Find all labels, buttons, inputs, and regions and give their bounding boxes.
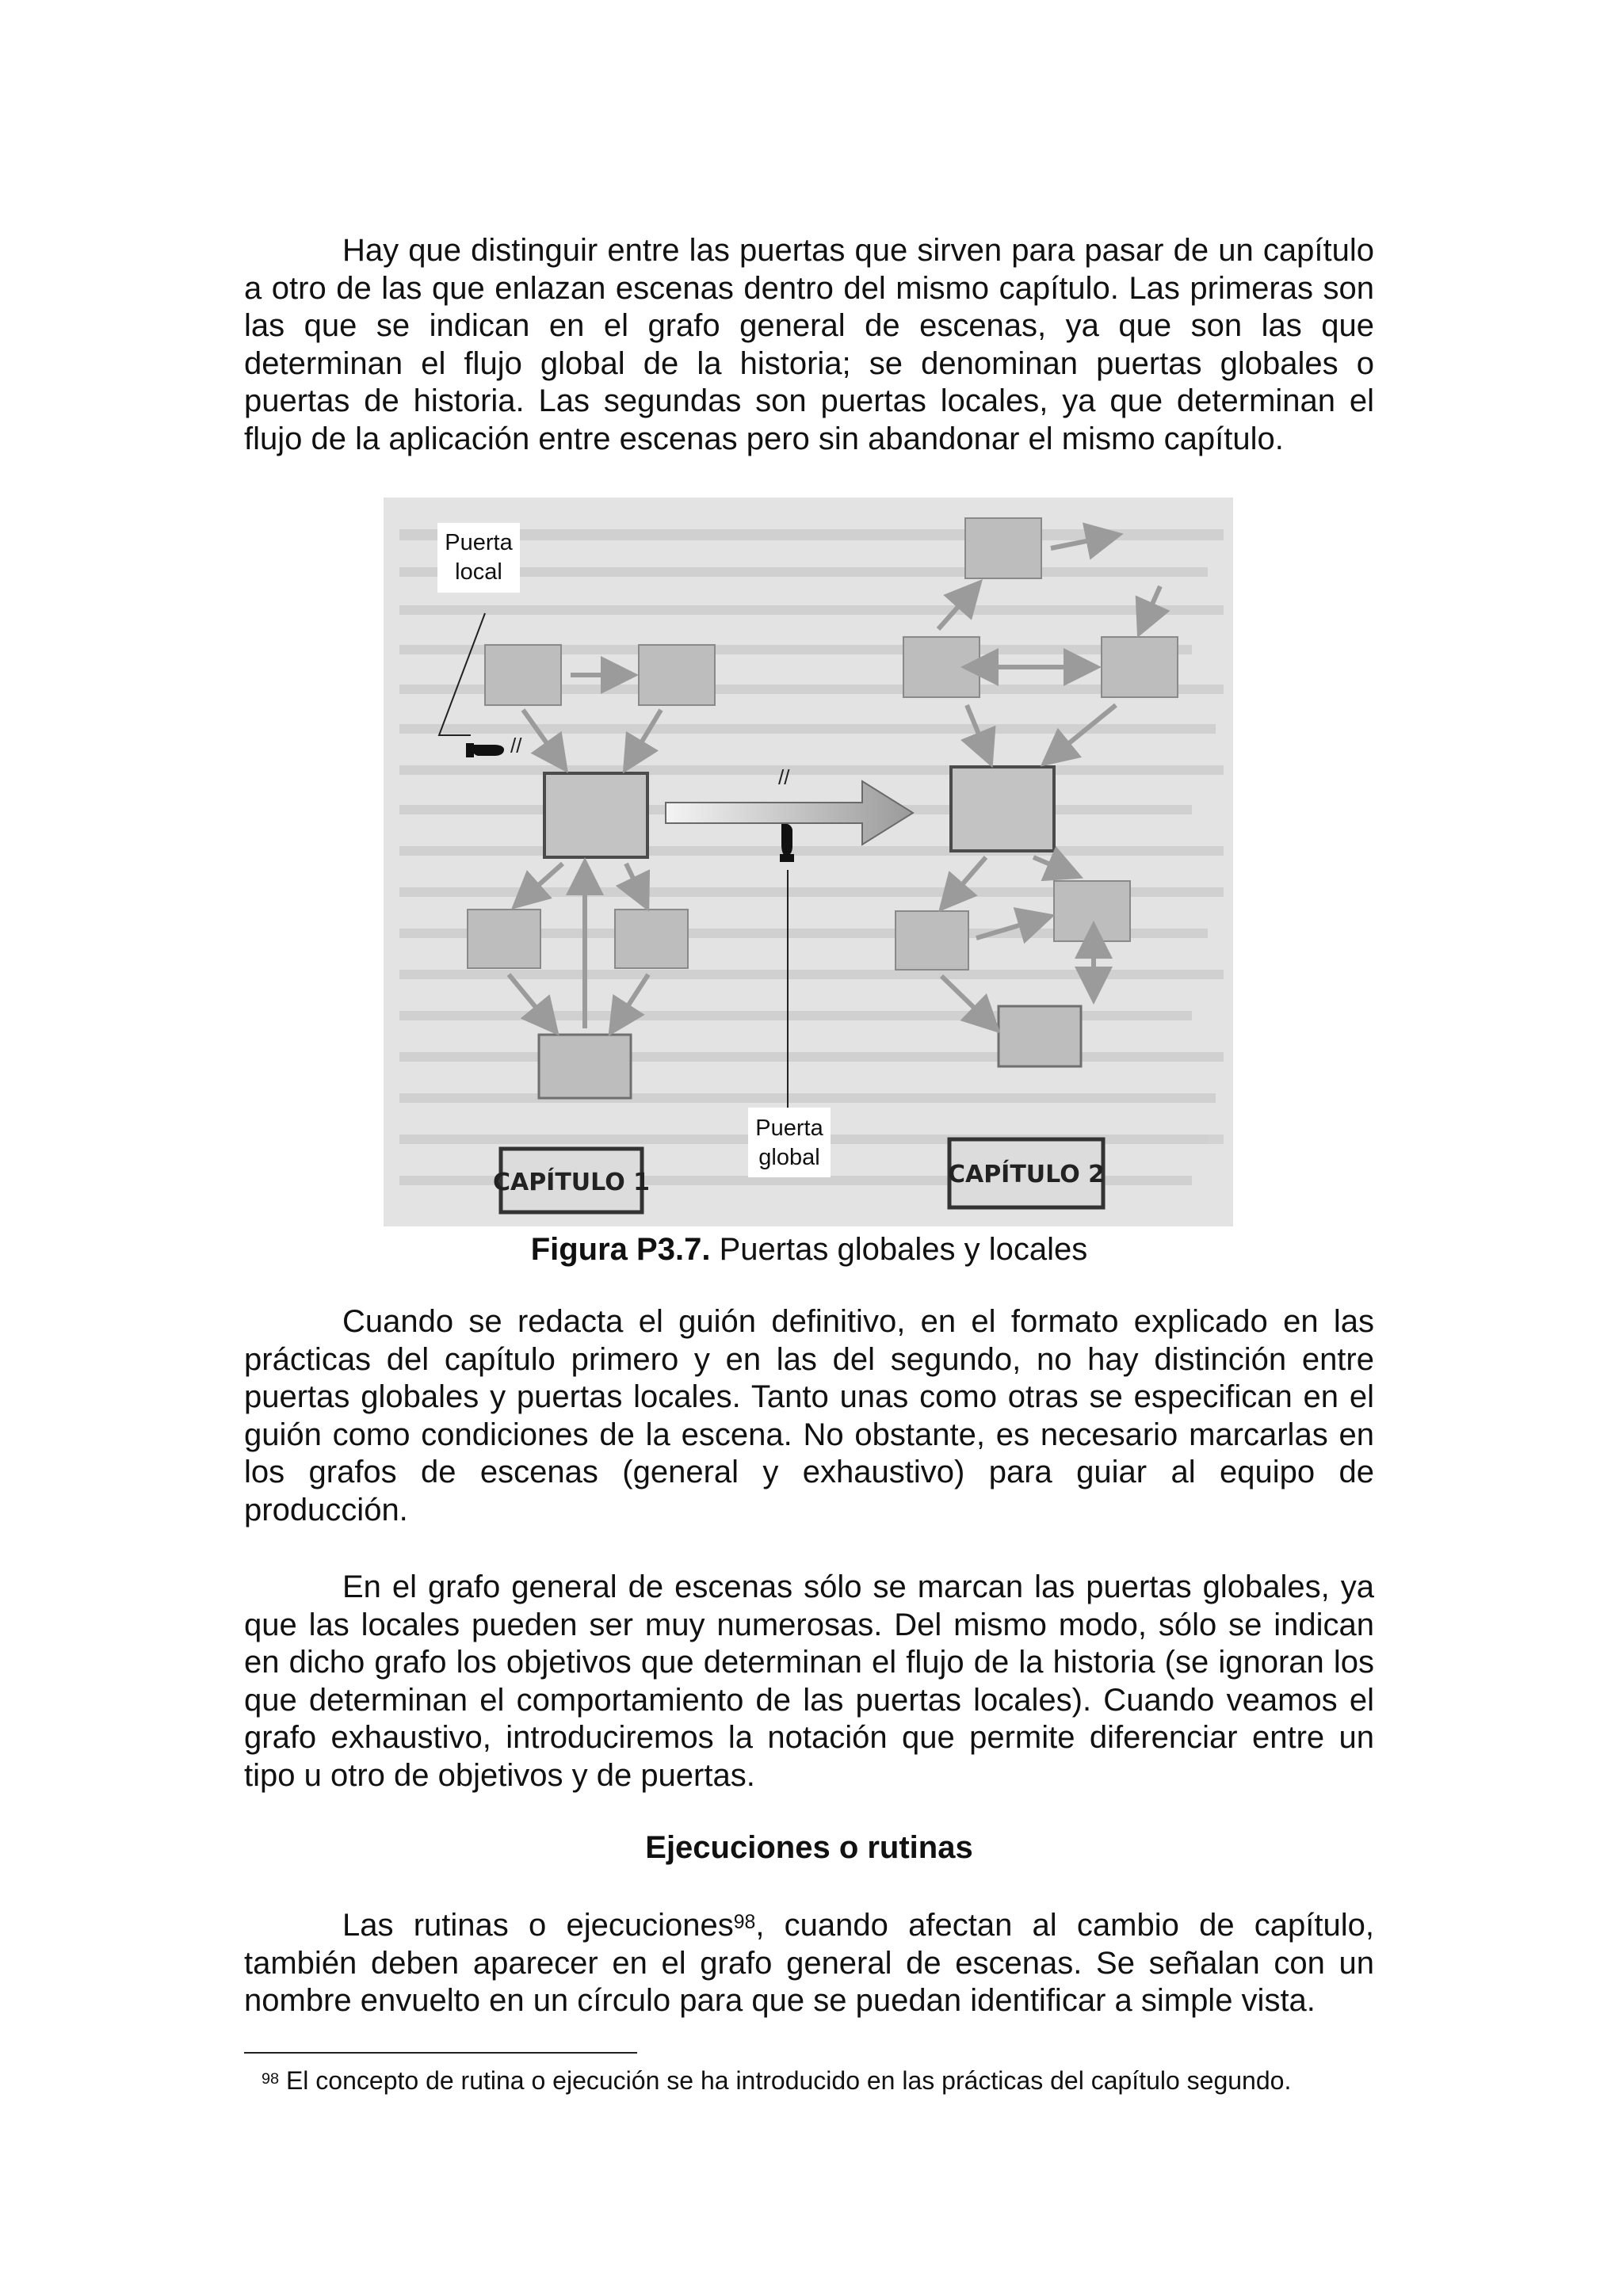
scene-box-central <box>544 773 647 857</box>
paragraph-1-text: Hay que distinguir entre las puertas que sirven para pasar de un capítulo a otro de las que enlazan escenas dentro del mismo capítulo. Las primeras son las que se indican en el grafo general de escenas, ya que son las que determinan el flujo global de la historia; se denominan puertas globales o puertas de historia. Las segundas son puertas locales, ya que determinan el flujo de la aplicación entre escenas pero sin abandonar el mismo capítulo. <box>244 233 1374 456</box>
figure-caption <box>244 1232 1374 1268</box>
paragraph-4-end: , cuando afectan al cambio de capítulo, también deben aparecer en el grafo general de escenas. Se señalan con un nombre envuelto en un círculo para que se puedan identificar a simple vista. <box>244 1908 1375 2018</box>
footnote <box>262 2066 1291 2096</box>
scene-box <box>615 910 688 968</box>
label-puerta-global-2: global <box>758 1145 820 1170</box>
pointing-hand-down-icon <box>780 824 794 862</box>
scene-box <box>1054 881 1130 941</box>
footnote-number: 98 <box>262 2070 280 2088</box>
scene-box <box>903 637 980 697</box>
figure-caption-number: Figura P3.7. <box>530 1232 711 1267</box>
scene-box <box>999 1006 1081 1066</box>
footnote-reference[interactable]: 98 <box>733 1912 756 1934</box>
chapter-1-label: CAPÍTULO 1 <box>492 1169 651 1196</box>
paragraph-3-text: En el grafo general de escenas sólo se marcan las puertas globales, ya que las locales pueden ser muy numerosas. Del mismo modo, sólo se indican en dicho grafo los objetivos que determinan el flujo de la historia (se ignoran los que determinan el comportamiento de las puertas locales). Cuando veamos el grafo exhaustivo, introduciremos la notación que permite diferenciar entre un tipo u otro de objetivos y de puertas. <box>244 1569 1374 1793</box>
pointing-hand-icon <box>466 743 504 757</box>
footnote-text: El concepto de rutina o ejecución se ha introducido en las prácticas del capítulo segundo. <box>279 2066 1292 2095</box>
figure-puertas <box>384 498 1233 1226</box>
figure-caption-text: Puertas globales y locales <box>710 1232 1088 1267</box>
scene-box <box>896 911 968 970</box>
label-puerta-local-1: Puerta <box>445 530 513 555</box>
scene-box <box>485 645 561 705</box>
paragraph-1 <box>244 232 1374 458</box>
scene-box-central <box>951 767 1054 851</box>
scene-box <box>965 518 1041 578</box>
label-puerta-local-2: local <box>455 559 502 585</box>
section-heading: Ejecuciones o rutinas <box>645 1830 973 1865</box>
footnote-divider <box>244 2052 637 2054</box>
paragraph-2-text: Cuando se redacta el guión definitivo, en el formato explicado en las prácticas del capítulo primero y en las del segundo, no hay distinción entre puertas globales y puertas locales. Tanto unas como otras se especifican en el guión como condiciones de la escena. No obstante, es necesario marcarlas en los grafos de escenas (general y exhaustivo) para guiar al equipo de producción. <box>244 1304 1374 1527</box>
scene-box <box>1102 637 1178 697</box>
global-break-mark: // <box>778 765 790 789</box>
chapter-2-label: CAPÍTULO 2 <box>947 1161 1106 1188</box>
local-break-mark: // <box>510 734 522 757</box>
paragraph-4-start: Las rutinas o ejecuciones <box>342 1908 734 1943</box>
scene-box <box>539 1035 631 1098</box>
paragraph-3 <box>244 1569 1374 1794</box>
scene-box <box>639 645 715 705</box>
scene-box <box>468 910 540 968</box>
paragraph-4 <box>244 1907 1374 2020</box>
paragraph-2 <box>244 1303 1374 1529</box>
label-puerta-global-1: Puerta <box>755 1116 823 1141</box>
